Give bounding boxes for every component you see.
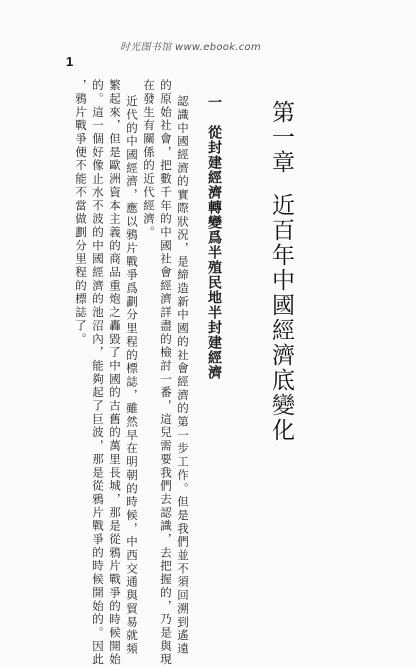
- chapter-label: 第一章: [268, 100, 294, 175]
- section-heading: 一 從封建經濟轉變爲半殖民地半封建經濟: [206, 95, 222, 380]
- body-line: [142, 79, 156, 239]
- body-line: 近代的中國經濟，應以鴉片戰爭爲劃分里程的標誌，雖然早在明朝的時候，中西交通與貿易就頻: [125, 95, 139, 656]
- body-line: 繁起來，但是歐洲資本主義的商品重炮之轟毀了中國的古舊的萬里長城，那是從鴉片戰爭的時候開始: [108, 79, 122, 666]
- watermark: 时光图书馆 www.ebook.com: [120, 42, 262, 53]
- chapter-title: [268, 100, 294, 443]
- body-line: ，鴉片戰爭便不能不當做劃分里程的標誌了。: [74, 79, 88, 346]
- body-line: 的。這一個好像止水不波的中國經濟的池沼內，能夠起了巨波，那是從鴉片戰爭的時候開始的。因此: [91, 79, 105, 666]
- page-number: 1: [66, 54, 74, 69]
- body-line: 的原始社會，把數千年的中國社會經濟詳盡的檢討一番，這兒需要我們去認識，去把握的，乃是與現: [159, 79, 173, 666]
- chapter-name: 近百年中國經濟底變化: [268, 193, 294, 443]
- body-line: 認識中國經濟的實際狀況，是締造新中國的社會經濟的第一步工作。但是我們並不須回溯到遙遠: [176, 95, 190, 656]
- body-line-text: 在發生有關係的近代經濟。: [142, 79, 156, 240]
